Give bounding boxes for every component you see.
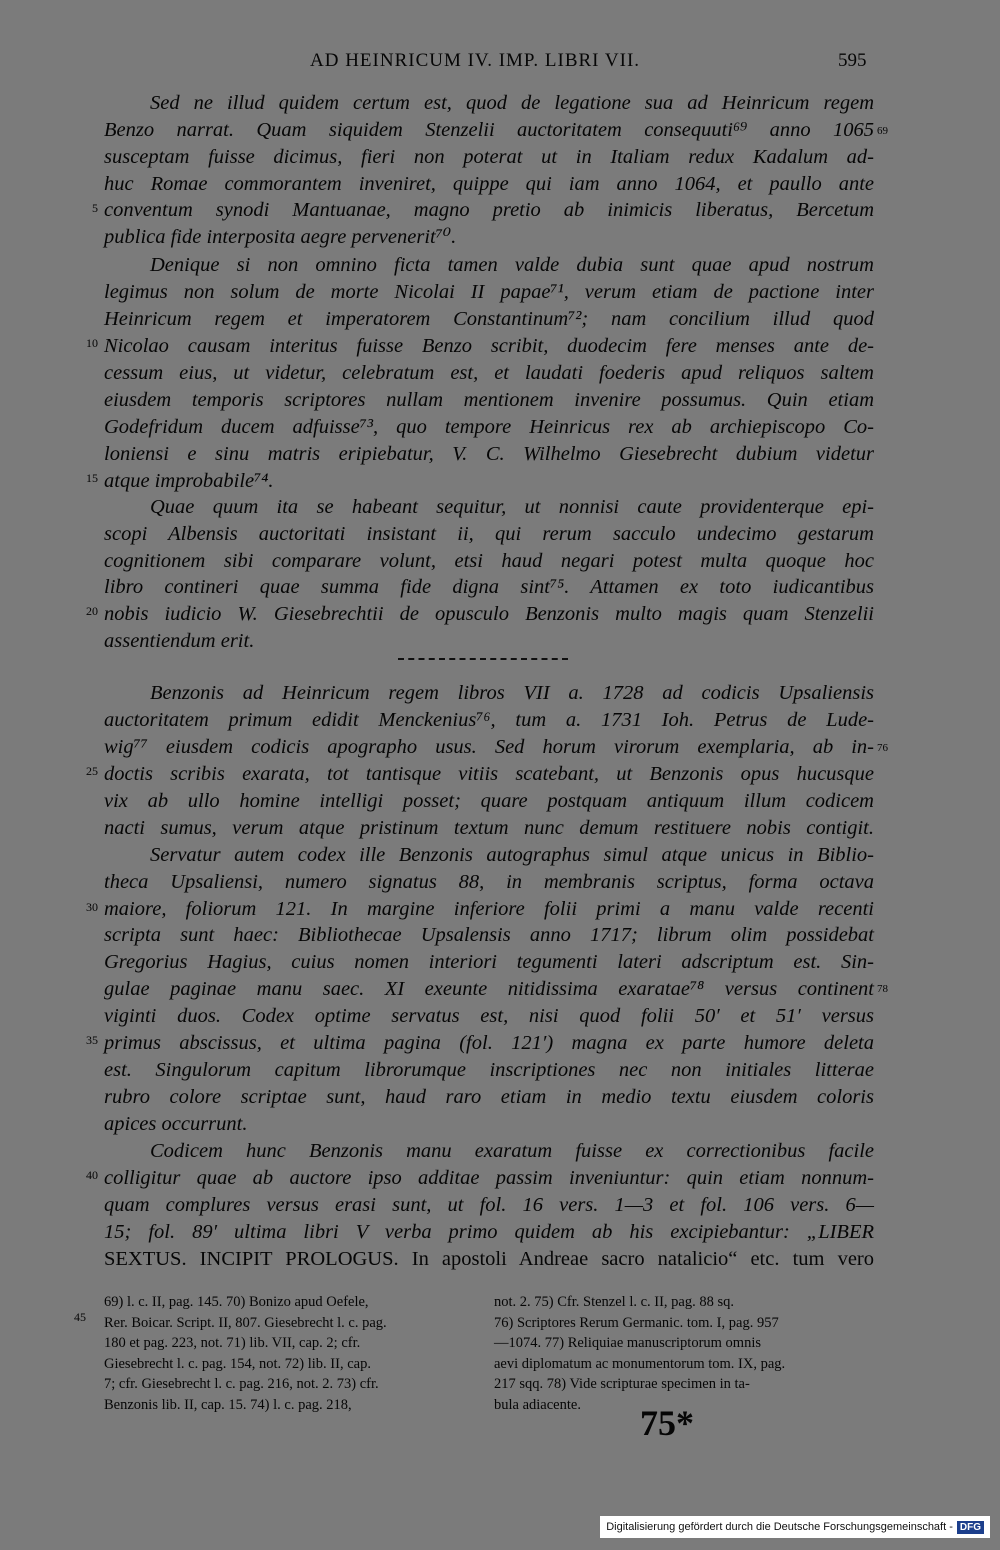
text-line: apices occurrunt. bbox=[104, 1113, 248, 1135]
text-line: quam complures versus erasi sunt, ut fol. 16 vers. 1—3 et fol. 106 vers. 6— bbox=[104, 1194, 874, 1216]
text-line: huc Romae commorantem inveniret, quippe qui iam anno 1064, et paullo ante bbox=[104, 173, 874, 195]
footnote-line: aevi diplomatum ac monumentorum tom. IX, pag. bbox=[494, 1355, 786, 1372]
line-number: 30 bbox=[86, 900, 98, 914]
text-line: Quae quum ita se habeant sequitur, ut nonnisi caute providenterque epi- bbox=[150, 496, 874, 518]
line-number: 20 bbox=[86, 604, 98, 618]
line-number: 5 bbox=[92, 201, 98, 215]
line-number: 10 bbox=[86, 336, 98, 350]
text-line: Sed ne illud quidem certum est, quod de legatione sua ad Heinricum regem bbox=[150, 92, 874, 114]
footnote-line: Giesebrecht l. c. pag. 154, not. 72) lib. II, cap. bbox=[104, 1355, 371, 1372]
text-line: eiusdem temporis scriptores nullam mentionem invenire possumus. Quin etiam bbox=[104, 389, 874, 411]
text-line: cognitionem sibi comparare volunt, etsi haud negari potest multa quoque hoc bbox=[104, 550, 874, 572]
footnote-line: 180 et pag. 223, not. 71) lib. VII, cap. 2; cfr. bbox=[104, 1335, 361, 1351]
text-line: atque improbabile⁷⁴. bbox=[104, 470, 274, 492]
text-line: Benzo narrat. Quam siquidem Stenzelii auctoritatem consequuti⁶⁹ anno 1065 bbox=[104, 119, 874, 141]
text-line: legimus non solum de morte Nicolai II papae⁷¹, verum etiam de pactione inter bbox=[104, 281, 874, 303]
text-line: SEXTUS. INCIPIT PROLOGUS. In apostoli Andreae sacro natalicio“ etc. tum vero bbox=[104, 1248, 874, 1270]
footnote-line: bula adiacente. bbox=[494, 1396, 581, 1413]
footnote-line: 69) l. c. II, pag. 145. 70) Bonizo apud Oefele, bbox=[104, 1294, 369, 1310]
text-line: viginti duos. Codex optime servatus est, nisi quod folii 50′ et 51′ versus bbox=[104, 1005, 874, 1027]
text-line: doctis scribis exarata, tot tantisque vitiis scatebant, ut Benzonis opus hucusque bbox=[104, 763, 874, 785]
footnote-line: 7; cfr. Giesebrecht l. c. pag. 216, not. 2. 73) cfr. bbox=[104, 1376, 379, 1392]
line-number: 40 bbox=[86, 1168, 98, 1182]
funding-notice bbox=[600, 1516, 990, 1538]
text-line: colligitur quae ab auctore ipso additae passim inveniuntur: quin etiam nonnum- bbox=[104, 1167, 874, 1189]
running-title: AD HEINRICUM IV. IMP. LIBRI VII. bbox=[310, 50, 641, 71]
text-line: loniensi e sinu matris eripiebatur, V. C. Wilhelmo Giesebrecht dubium videtur bbox=[104, 443, 874, 465]
text-line: nobis iudicio W. Giesebrechtii de opusculo Benzonis multo magis quam Stenzelii bbox=[104, 603, 874, 625]
footnote-line: 76) Scriptores Rerum Germanic. tom. I, pag. 957 bbox=[494, 1314, 779, 1331]
margin-note: 78 bbox=[877, 983, 888, 995]
text-line: primus abscissus, et ultima pagina (fol. 121′) magna ex parte humore deleta bbox=[104, 1032, 874, 1054]
text-line: maiore, foliorum 121. In margine inferiore folii primi a manu valde recenti bbox=[104, 898, 874, 920]
text-line: Benzonis ad Heinricum regem libros VII a. 1728 ad codicis Upsaliensis bbox=[150, 682, 874, 704]
text-line: Nicolao causam interitus fuisse Benzo scribit, duodecim fere menses ante de- bbox=[104, 335, 874, 357]
text-line: Denique si non omnino ficta tamen valde dubia sunt quae apud nostrum bbox=[150, 254, 874, 276]
text-line: libro contineri quae summa fide digna sint⁷⁵. Attamen ex toto iudicantibus bbox=[104, 576, 874, 598]
text-line: auctoritatem primum edidit Menckenius⁷⁶, tum a. 1731 Ioh. Petrus de Lude- bbox=[104, 709, 874, 731]
text-line: theca Upsaliensi, numero signatus 88, in membranis scriptus, forma octava bbox=[104, 871, 874, 893]
margin-note: 76 bbox=[877, 742, 888, 754]
text-line: gulae paginae manu saec. XI exeunte nitidissima exaratae⁷⁸ versus continent bbox=[104, 978, 874, 1000]
text-line: Gregorius Hagius, cuius nomen interiori tegumenti lateri adscriptum est. Sin- bbox=[104, 951, 874, 973]
footnote-line-number: 45 bbox=[74, 1310, 86, 1324]
margin-note: 69 bbox=[877, 125, 888, 137]
text-line: scopi Albensis auctoritati insistant ii, qui rerum sacculo undecimo gestarum bbox=[104, 523, 874, 545]
dfg-logo: DFG bbox=[957, 1521, 984, 1534]
text-line: Godefridum ducem adfuisse⁷³, quo tempore Heinricus rex ab archiepiscopo Co- bbox=[104, 416, 874, 438]
section-separator bbox=[398, 658, 568, 660]
text-line: cessum eius, ut videtur, celebratum est, et laudati foederis apud reliquos saltem bbox=[104, 362, 874, 384]
footnote-line: Rer. Boicar. Script. II, 807. Giesebrecht l. c. pag. bbox=[104, 1314, 387, 1331]
text-line: Heinricum regem et imperatorem Constantinum⁷²; nam concilium illud quod bbox=[104, 308, 874, 330]
text-line: conventum synodi Mantuanae, magno pretio ab inimicis liberatus, Bercetum bbox=[104, 199, 874, 221]
text-line: assentiendum erit. bbox=[104, 630, 255, 652]
text-line: est. Singulorum capitum librorumque inscriptiones nec non initiales litterae bbox=[104, 1059, 874, 1081]
footnote-line: 217 sqq. 78) Vide scripturae specimen in ta- bbox=[494, 1376, 750, 1392]
text-line: vix ab ullo homine intelligi posset; quare postquam antiquum illum codicem bbox=[104, 790, 874, 812]
text-line: 15; fol. 89′ ultima libri V verba primo quidem ab his excipiebantur: „LIBER bbox=[104, 1221, 874, 1243]
text-line: rubro colore scriptae sunt, haud raro etiam in medio textu eiusdem coloris bbox=[104, 1086, 874, 1108]
page-number: 595 bbox=[838, 50, 867, 71]
text-line: susceptam fuisse dicimus, fieri non poterat ut in Italiam redux Kadalum ad- bbox=[104, 146, 874, 168]
footnote-line: not. 2. 75) Cfr. Stenzel l. c. II, pag. 88 sq. bbox=[494, 1294, 735, 1310]
text-line: nacti sumus, verum atque pristinum textum nunc demum restituere nobis contigit. bbox=[104, 817, 874, 839]
footnote-line: Benzonis lib. II, cap. 15. 74) l. c. pag. 218, bbox=[104, 1396, 352, 1413]
text-line: publica fide interposita aegre pervenerit⁷⁰. bbox=[104, 226, 457, 248]
signature-mark: 75* bbox=[640, 1403, 694, 1443]
text-line: Servatur autem codex ille Benzonis autographus simul atque unicus in Biblio- bbox=[150, 844, 874, 866]
footnote-line: —1074. 77) Reliquiae manuscriptorum omnis bbox=[494, 1335, 762, 1351]
line-number: 25 bbox=[86, 764, 98, 778]
line-number: 15 bbox=[86, 471, 98, 485]
line-number: 35 bbox=[86, 1033, 98, 1047]
text-line: scripta sunt haec: Bibliothecae Upsalensis anno 1717; librum olim possidebat bbox=[104, 924, 874, 946]
funding-text: Digitalisierung gefördert durch die Deutsche Forschungsgemeinschaft - bbox=[606, 1521, 953, 1533]
text-line: wig⁷⁷ eiusdem codicis apographo usus. Sed horum virorum exemplaria, ab in- bbox=[104, 736, 874, 758]
text-line: Codicem hunc Benzonis manu exaratum fuisse ex correctionibus facile bbox=[150, 1140, 874, 1162]
